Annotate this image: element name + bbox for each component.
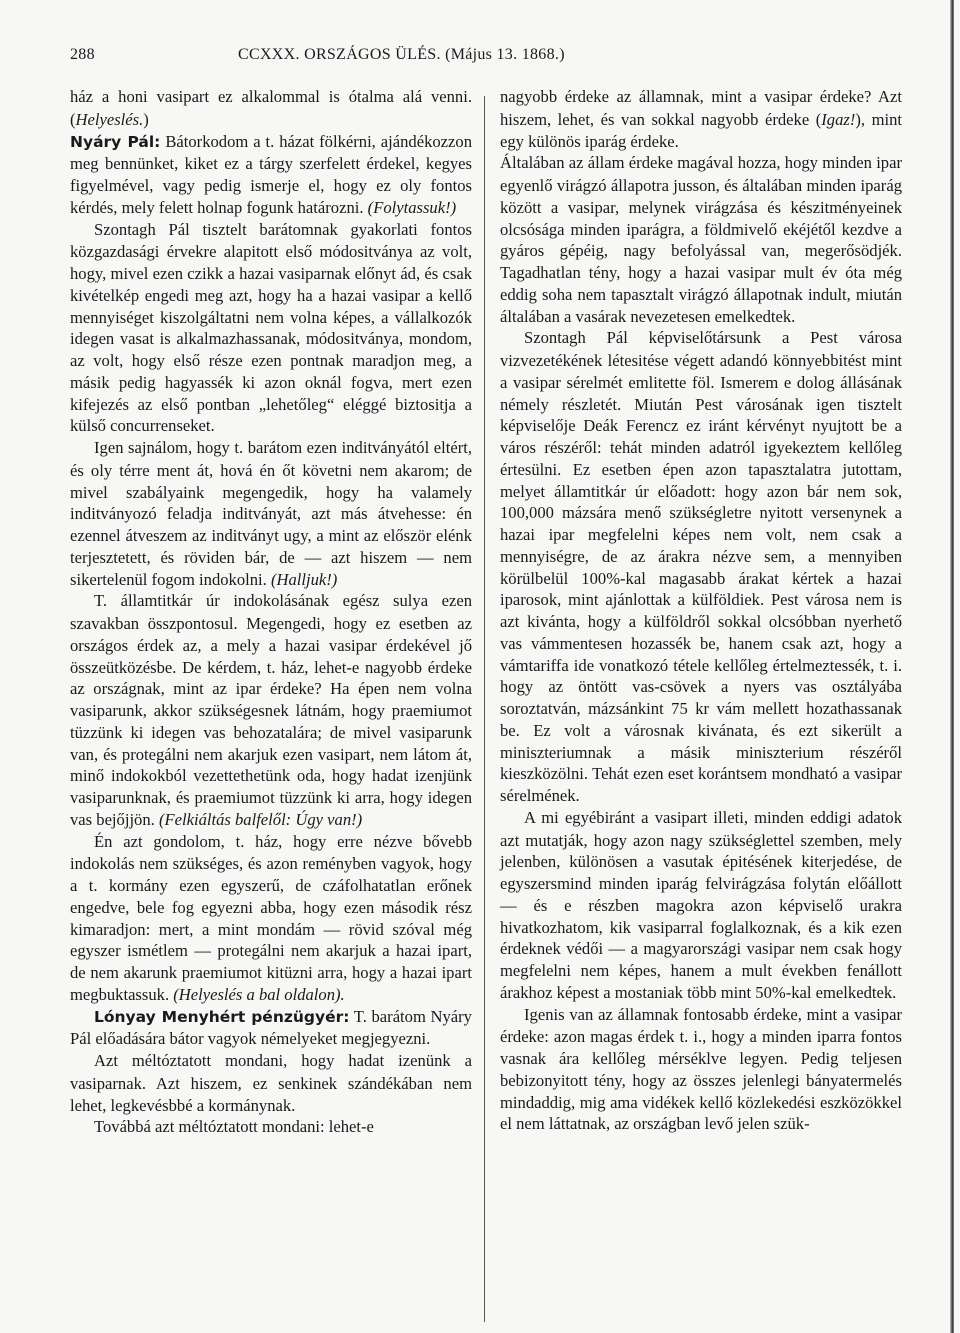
right-column: [500, 86, 902, 1135]
paragraph: A mi egyébiránt a vasipart illeti, minden eddigi adatok azt mutatják, hogy azon nagy szükséglettel szemben, mely jelenben, különösen a vasutak épitésének kiterjedése, de egyszersmind minden iparág felvirágzása folytán előállott — és e részben magokra azon képviselő urakra hivatkozhatom, kik vasiparral foglalkoznak, és a kik ezen érdeknek védői — a magyarországi vasipar nem csak hogy megfelelni nem képes, hanem a mult években fenállott árakhoz képest a mostaniak több mint 50%-kal emelkedtek.: [500, 807, 902, 1002]
paragraph: Lónyay Menyhért pénzügyér: T. barátom Nyáry Pál előadására bátor vagyok némelyeket megjegyezni.: [70, 1006, 472, 1049]
paragraph: T. államtitkár úr indokolásának egész sulya ezen szavakban összpontosul. Megengedi, hogy ez esetben az országos érdek az, a mely a hazai vasipar érdekével jő összeütközésbe. De kérdem, t. ház, lehet-e nagyobb érdeke az országnak, mint az ipar érdeke? Ha épen nem volna vasiparunk, akkor szükségesnek látnám, hogy praemiumot tüzzünk ki idegen vas behozatalára; de mivel vasiparunk van, és protegálni nem akarjuk ezen vasipart, nem látom át, minő indokokból vezettethetünk oda, hogy hadat izenjünk vasiparunknak, és praemiumot tüzzünk ki arra, hogy idegen vas bejőjjön. (Felkiáltás balfelől: Úgy van!): [70, 591, 472, 829]
speaker-name: Lónyay Menyhért pénzügyér:: [94, 1007, 350, 1026]
paragraph: nagyobb érdeke az államnak, mint a vasipar érdeke? Azt hiszem, lehet, és van sokkal nagyobb érdeke (Igaz!), mint egy különös iparág érdeke.: [500, 87, 903, 151]
paragraph: Szontagh Pál tisztelt barátomnak gyakorlati fontos közgazdasági érvekre alapitott első módositványa az volt, hogy, mivel ezen czikk a hazai vasiparnak előnyt ád, és csak kivételkép engedi meg azt, hogy ha a hazai vasipar a kellő mennyiséget kiszolgáltatni nem volna képes, a vállalkozók idegen vasat is alkalmazhassanak, módositványa, mondom, az volt, hogy első része ezen pontnak maradjon meg, a másik pedig hagyassék ki azon oknál fogva, mert ezen kifejezés az első pontban „lehetőleg“ eléggé biztositja a külső concurrenseket.: [70, 219, 472, 436]
paragraph: Továbbá azt méltóztatott mondani: lehet-e: [94, 1117, 374, 1137]
page-number: 288: [70, 46, 95, 63]
paragraph: Igen sajnálom, hogy t. barátom ezen inditványától eltért, és oly térre ment át, hová én őt követni nem akarom; de mivel szabályaink megengedik, hogy ha valamely inditványozó feladja inditványát, azt más átvehesse: én ezennel átveszem az inditványt ugy, a mint az először elénk terjesztetett, és röviden bár, de — azt hiszem — nem sikertelenül fogom indokolni. (Halljuk!): [70, 438, 472, 589]
paragraph: Azt méltóztatott mondani, hogy hadat izenünk a vasiparnak. Azt hiszem, ez senkinek szándékában nem lehet, legkevésbbé a kormánynak.: [70, 1051, 472, 1115]
left-column: [70, 86, 472, 1139]
paragraph: Szontagh Pál képviselőtársunk a Pest városa vizvezetékének létesitése végett adandó könnyebbitést mint a vasipar sérelmét emlitette föl. Ismerem e dolog állásának némely részletét. Miután Pest városának igen tisztelt képviselője Deák Ferencz ez iránt kérvényt nyujtott be a város részéről: tehát minden adatról igyekeztem kellőleg értesülni. Ez esetben épen azon tapasztalatra jutottam, melyet államtitkár úr előadott: hogy azon bár nem sok, 100,000 mázsára menő szükségletre nyitott versenynek a hazai ipar megfelelni képes nem volt, nem csak a mennyiségre, de az árakra nézve sem, a mennyiben körülbelül 100%-kal magasabb árakat kértek a hazai iparosok, mint ajánlottak a külföldiek. Pest városa nem is azt kivánta, hogy a külföldről sokkal olcsóbban nyerhető vas vámmentesen hozassék be, hanem csak azt, hogy a vámtariffa ide vonatkozó tétele kellőleg értelmeztessék, t. i. hogy az öntött vas-csövek a nyers vas osztályába soroztatván, mázsánkint 75 kr vám mellett hozathassanak be. Ez volt a városnak kivánata, és ezt sikerült a miniszteriumnak a másik miniszterium részéről kieszközölni. Tehát ezen eset korántsem mondható a vasipar sérelmének.: [500, 328, 902, 805]
paragraph: Általában az állam érdeke magával hozza, hogy minden ipar egyenlő virágzó állapotra jusson, és általában minden iparág között a vasipar, melynek virágzása és készitményeinek olcsósága minden iparágra, a földmivelő ekéjétől kezdve a gyáros gépéig, nagy befolyással van, megerősödjék. Tagadhatlan tény, hogy a hazai vasipar mult év óta még eddig soha nem tapasztalt virágzó állapotnak indult, miután általában a vasárak nevezetesen emelkedtek.: [500, 153, 902, 326]
column-divider: [484, 96, 485, 1322]
paragraph: Igenis van az államnak fontosabb érdeke, mint a vasipar érdeke: azon magas érdek t. i., hogy a minden iparra fontos vasnak ára kellőleg mérséklve legyen. Pedig teljesen bebizonyitott tény, hogy az összes jelenlegi bányatermelés mindaddig, mig ama vidékek kellő közlekedési eszközökkel el nem láttatnak, az országban levő jelen szük-: [500, 1004, 902, 1134]
paragraph: Én azt gondolom, t. ház, hogy erre nézve bővebb indokolás nem szükséges, és azon reményben vagyok, hogy a t. kormány ezen egyszerű, de czáfolhatatlan erőnek engedve, bele fog egyezni abba, hogy ezen második rész kimaradjon: mert, a mint mondám — rövid szóval még egyszer ismétlem — protegálni nem akarjuk a hazai ipart, de nem akarunk praemiumot kitüzni arra, hogy a hazai ipart megbuktassuk. (Helyeslés a bal oldalon).: [70, 831, 472, 1004]
paragraph: Nyáry Pál: Bátorkodom a t. házat fölkérni, ajándékozzon meg bennünket, kiket ez a tárgy szerfelett érdekel, kegyes figyelmével, vagy pedig ismerje el, hogy ez oly fontos kérdés, mely felett holnap fogunk határozni. (Folytassuk!): [70, 131, 472, 217]
page-title: CCXXX. ORSZÁGOS ÜLÉS. (Május 13. 1868.): [238, 46, 565, 63]
speaker-name: Nyáry Pál:: [70, 132, 161, 151]
paragraph: ház a honi vasipart ez alkalommal is ótalma alá venni. (Helyeslés.): [70, 87, 472, 129]
scan-edge: [950, 0, 954, 1333]
